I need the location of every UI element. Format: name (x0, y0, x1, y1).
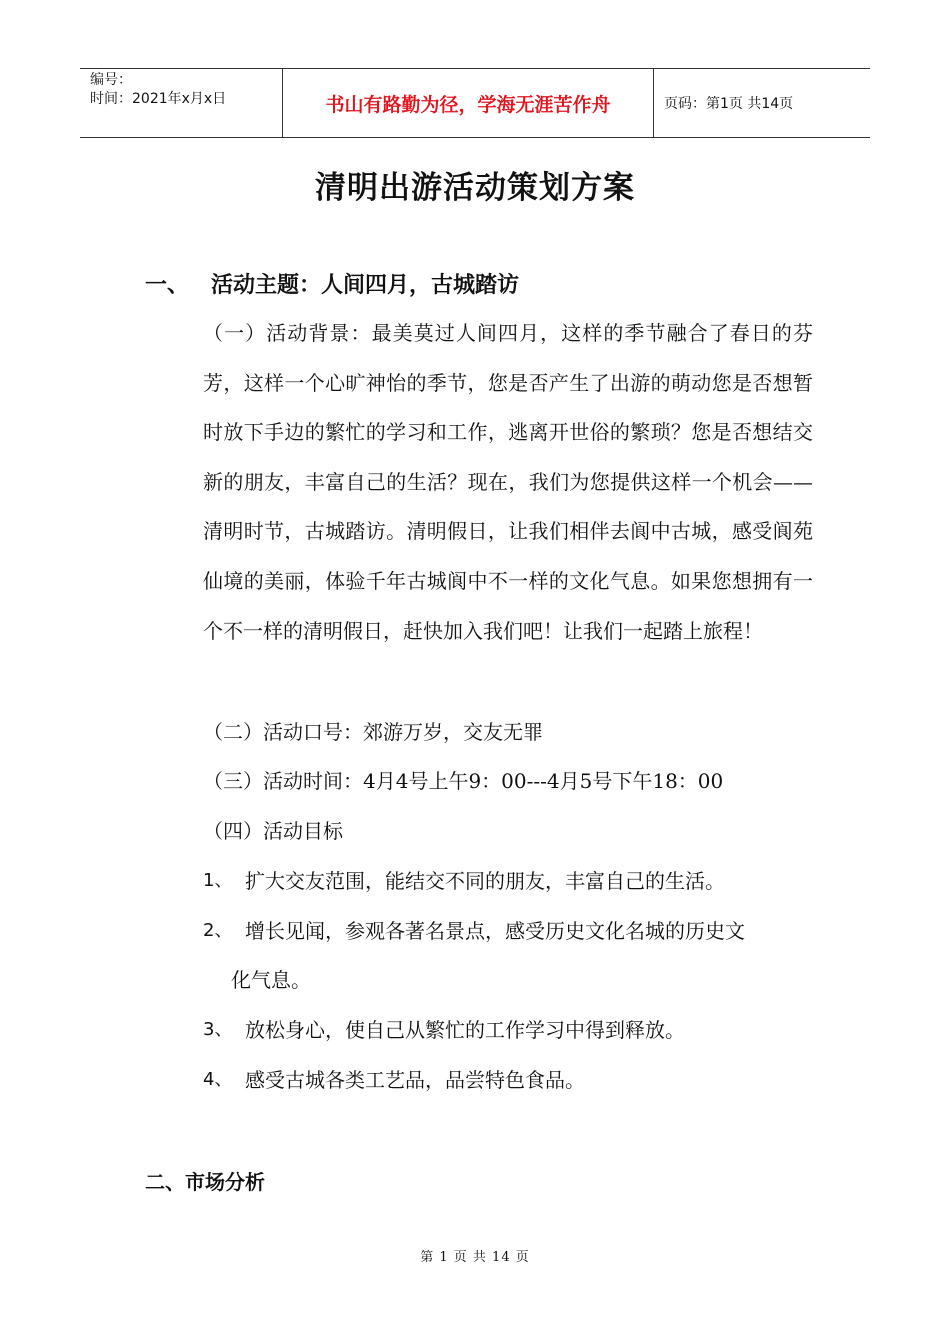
goal-text: 增长见闻，参观各著名景点，感受历史文化名城的历史文 (245, 919, 745, 943)
section2-heading: 二、市场分析 (145, 1170, 265, 1194)
header-time-label: 时间：2021年x月x日 (90, 91, 227, 107)
goal-text: 感受古城各类工艺品，品尝特色食品。 (245, 1068, 585, 1092)
goal-item (203, 1016, 685, 1044)
document-title: 清明出游活动策划方案 (315, 170, 635, 206)
goal-item (203, 1066, 585, 1094)
header-motto: 书山有路勤为径，学海无涯苦作舟 (282, 69, 654, 137)
goal-number: 2、 (203, 920, 233, 941)
goal-number: 1、 (203, 870, 233, 891)
goal-number: 3、 (203, 1019, 233, 1040)
goal-item (203, 867, 725, 895)
slogan-line: （二）活动口号：郊游万岁，交友无罪 (203, 720, 543, 744)
header-number-label: 编号： (90, 72, 132, 88)
header-meta (80, 69, 282, 137)
goal-text: 扩大交友范围，能结交不同的朋友，丰富自己的生活。 (245, 869, 725, 893)
section1-number: 一、 (145, 272, 190, 298)
background-paragraph: （一）活动背景：最美莫过人间四月，这样的季节融合了春日的芬芳，这样一个心旷神怡的季节，您是否产生了出游的萌动您是否想暂时放下手边的繁忙的学习和工作，逃离开世俗的繁琐？您是否想结交新的朋友，丰富自己的生活？现在，我们为您提供这样一个机会——清明时节，古城踏访。清明假日，让我们相伴去阆中古城，感受阆苑仙境的美丽，体验千年古城阆中不一样的文化气息。如果您想拥有一个不一样的清明假日，赶快加入我们吧！让我们一起踏上旅程！ (203, 321, 813, 643)
section1-heading (145, 268, 519, 299)
goal-text: 放松身心，使自己从繁忙的工作学习中得到释放。 (245, 1018, 685, 1042)
goals-heading: （四）活动目标 (203, 819, 343, 843)
time-line: （三）活动时间：4月4号上午9：00---4月5号下午18：00 (203, 769, 724, 793)
goal-text-continuation: 化气息。 (231, 968, 311, 992)
document-header (80, 68, 870, 138)
section1-title: 活动主题：人间四月，古城踏访 (211, 272, 520, 298)
page-footer: 第 1 页 共 14 页 (420, 1250, 530, 1265)
goal-number: 4、 (203, 1069, 233, 1090)
goal-item (203, 917, 745, 945)
header-page-code: 页码：第1页 共14页 (664, 96, 794, 112)
